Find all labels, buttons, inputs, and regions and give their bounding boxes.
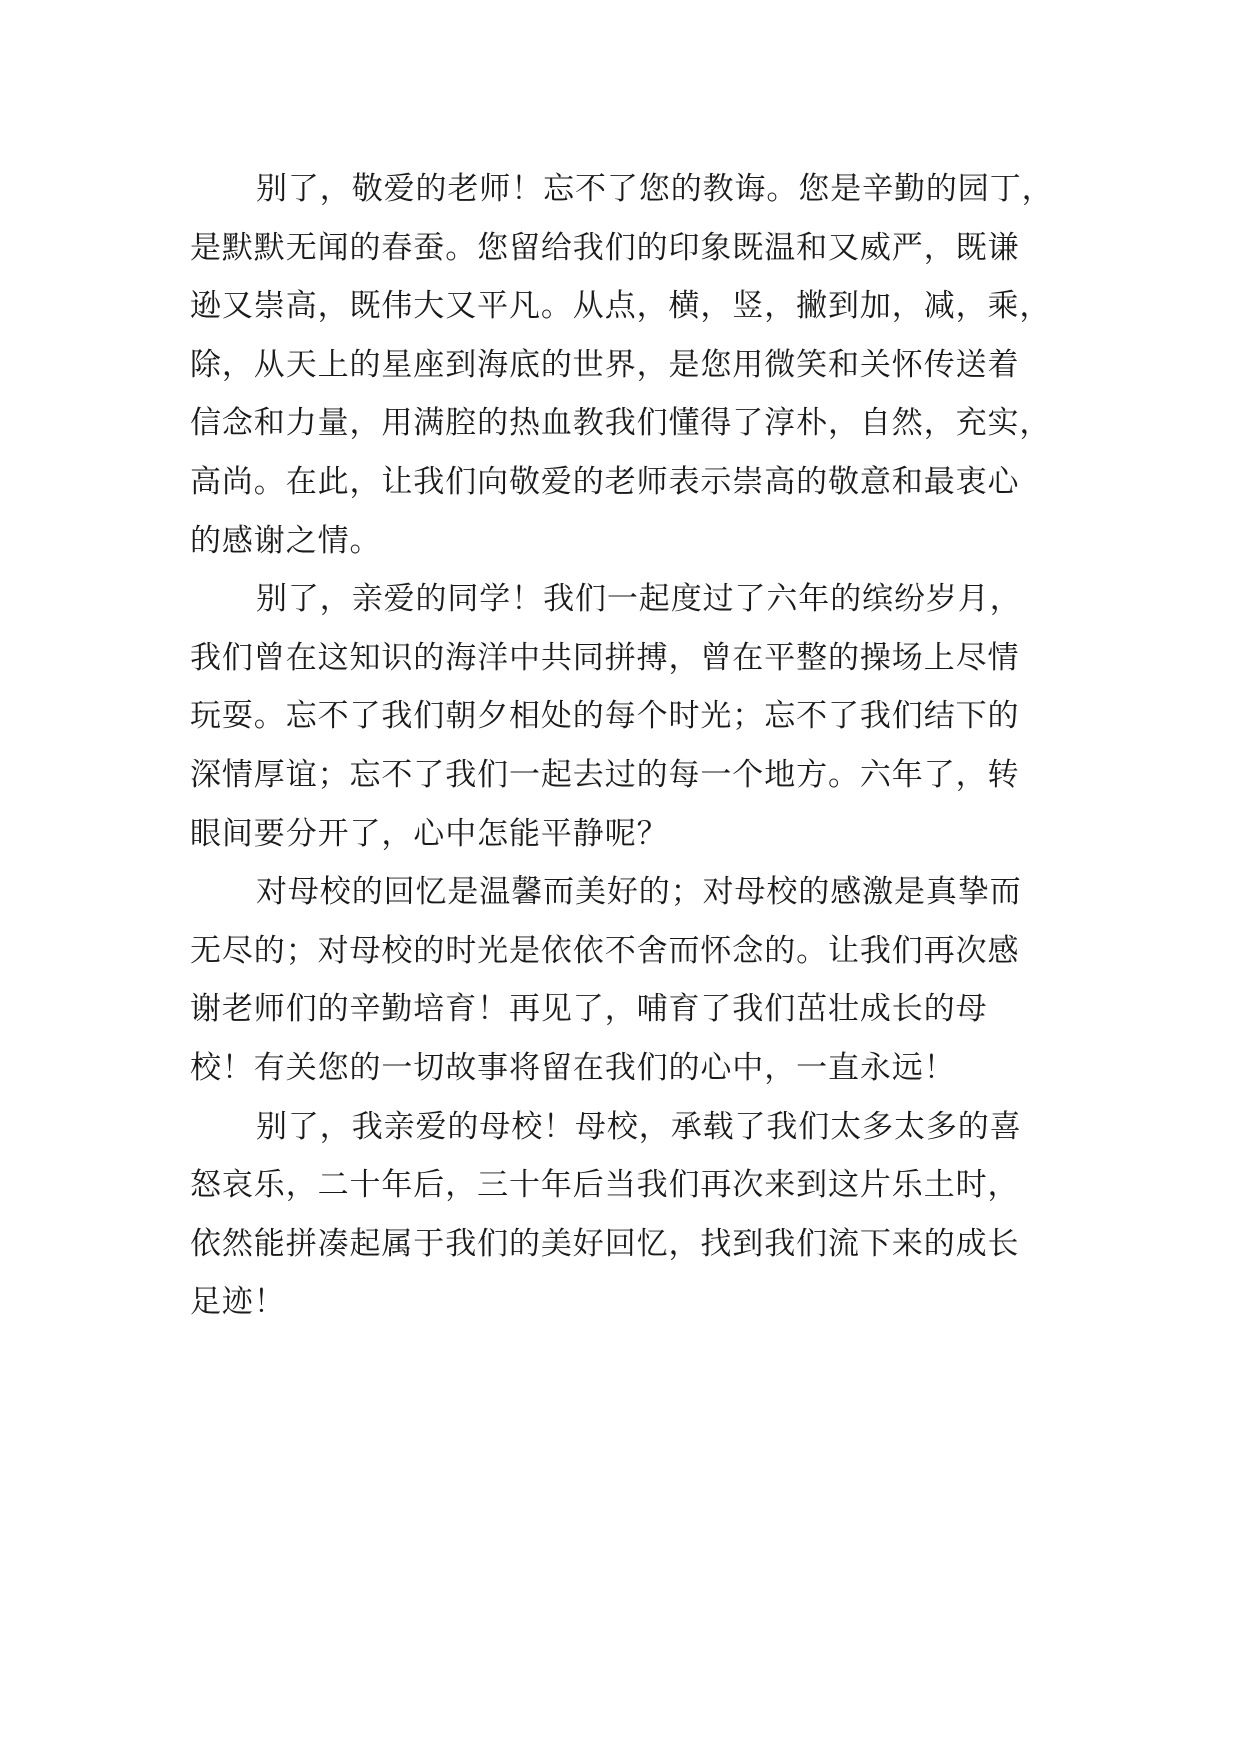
text-line: 的感谢之情。 [190,522,382,559]
body-text [190,160,1090,1332]
text-line: 是默默无闻的春蚕。您留给我们的印象既温和又威严，既谦 [190,229,1020,266]
text-line: 高尚。在此，让我们向敬爱的老师表示崇高的敬意和最衷心 [190,463,1020,500]
text-line: 校！有关您的一切故事将留在我们的心中，一直永远！ [190,1049,956,1086]
text-line: 信念和力量，用满腔的热血教我们懂得了淳朴，自然，充实， [190,405,1052,442]
text-line: 怒哀乐，二十年后，三十年后当我们再次来到这片乐土时， [190,1167,1020,1204]
paragraph-teachers [190,160,1090,570]
text-line: 别了，敬爱的老师！忘不了您的教诲。您是辛勤的园丁， [256,171,1054,207]
text-line: 除，从天上的星座到海底的世界，是您用微笑和关怀传送着 [190,346,1020,383]
text-line: 玩耍。忘不了我们朝夕相处的每个时光；忘不了我们结下的 [190,698,1020,735]
text-line: 足迹！ [190,1284,286,1321]
text-line: 对母校的回忆是温馨而美好的；对母校的感激是真挚而 [256,874,1022,911]
text-line: 依然能拼凑起属于我们的美好回忆，找到我们流下来的成长 [190,1225,1020,1262]
paragraph-farewell [190,1098,1090,1332]
paragraph-memories [190,863,1090,1097]
text-line: 深情厚谊；忘不了我们一起去过的每一个地方。六年了，转 [190,756,1020,793]
text-line: 谢老师们的辛勤培育！再见了，哺育了我们茁壮成长的母 [190,991,988,1028]
paragraph-classmates [190,570,1090,863]
text-line: 我们曾在这知识的海洋中共同拼搏，曾在平整的操场上尽情 [190,639,1020,676]
text-line: 别了，我亲爱的母校！母校，承载了我们太多太多的喜 [256,1108,1022,1145]
text-line: 逊又崇高，既伟大又平凡。从点，横，竖，撇到加，减，乘， [190,288,1052,325]
text-line: 眼间要分开了，心中怎能平静呢？ [190,815,669,852]
text-line: 无尽的；对母校的时光是依依不舍而怀念的。让我们再次感 [190,932,1020,969]
text-line: 别了，亲爱的同学！我们一起度过了六年的缤纷岁月， [256,581,1022,618]
